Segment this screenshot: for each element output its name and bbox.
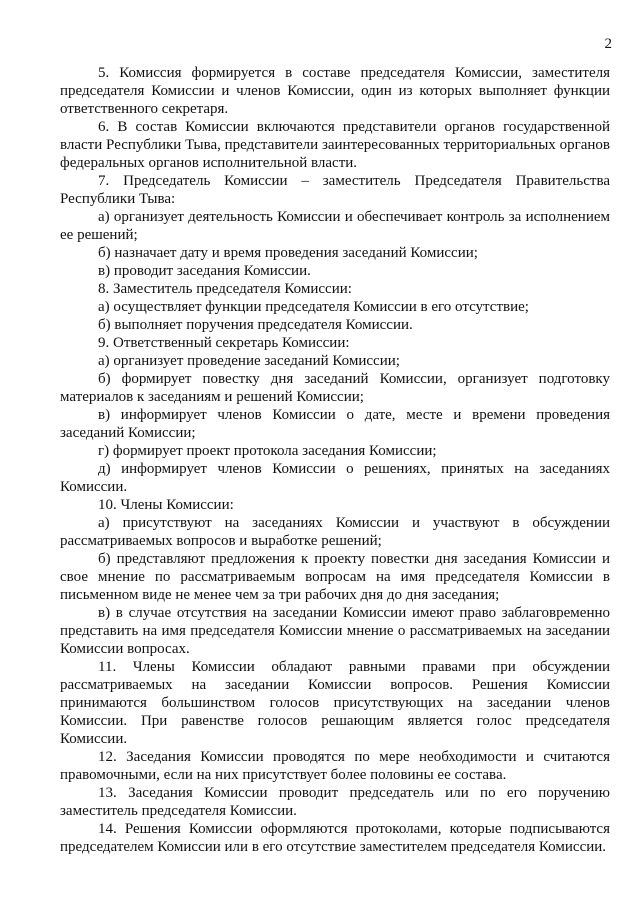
paragraph-10a: а) присутствуют на заседаниях Комиссии и участвуют в обсуждении рассматриваемых вопросов и выработке решений;: [60, 515, 610, 549]
paragraph-14: 14. Решения Комиссии оформляются протоколами, которые подписываются председателем Комиссии или в его отсутствие заместителем председателя Комиссии.: [60, 821, 610, 855]
paragraph-12: 12. Заседания Комиссии проводятся по мере необходимости и считаются правомочными, если на них присутствует более половины ее состава.: [60, 749, 610, 783]
paragraph-10v: в) в случае отсутствия на заседании Комиссии имеют право заблаговременно представить на имя председателя Комиссии мнение о рассматриваемых на заседании Комиссии вопросах.: [60, 605, 610, 657]
paragraph-6: 6. В состав Комиссии включаются представители органов государственной власти Республики Тыва, представители заинтересованных территориальных органов федеральных органов исполнительной власти.: [60, 119, 610, 171]
paragraph-8b: б) выполняет поручения председателя Комиссии.: [98, 317, 413, 333]
document-body: [60, 64, 610, 856]
paragraph-7b: б) назначает дату и время проведения заседаний Комиссии;: [98, 245, 478, 261]
paragraph-9b: б) формирует повестку дня заседаний Комиссии, организует подготовку материалов к заседаниям и решений Комиссии;: [60, 371, 610, 405]
paragraph-7v: в) проводит заседания Комиссии.: [98, 263, 311, 279]
page-number: 2: [604, 36, 612, 52]
paragraph-9a: а) организует проведение заседаний Комиссии;: [98, 353, 400, 369]
paragraph-10: 10. Члены Комиссии:: [98, 497, 234, 513]
paragraph-7: 7. Председатель Комиссии – заместитель Председателя Правительства Республики Тыва:: [60, 173, 610, 207]
paragraph-8a: а) осуществляет функции председателя Комиссии в его отсутствие;: [98, 299, 529, 315]
paragraph-7a: а) организует деятельность Комиссии и обеспечивает контроль за исполнением ее решений;: [60, 209, 610, 243]
paragraph-9d: д) информирует членов Комиссии о решениях, принятых на заседаниях Комиссии.: [60, 461, 610, 495]
paragraph-9: 9. Ответственный секретарь Комиссии:: [98, 335, 350, 351]
paragraph-11: 11. Члены Комиссии обладают равными правами при обсуждении рассматриваемых на заседании Комиссии вопросов. Решения Комиссии принимаются большинством голосов присутствующих на заседании членов Комиссии. При равенстве голосов решающим является голос председателя Комиссии.: [60, 659, 610, 747]
paragraph-9g: г) формирует проект протокола заседания Комиссии;: [98, 443, 437, 459]
paragraph-8: 8. Заместитель председателя Комиссии:: [98, 281, 352, 297]
paragraph-5: 5. Комиссия формируется в составе председателя Комиссии, заместителя председателя Комиссии и членов Комиссии, один из которых выполняет функции ответственного секретаря.: [60, 65, 610, 117]
paragraph-9v: в) информирует членов Комиссии о дате, месте и времени проведения заседаний Комиссии;: [60, 407, 610, 441]
paragraph-10b: б) представляют предложения к проекту повестки дня заседания Комиссии и свое мнение по рассматриваемым вопросам на имя председателя Комиссии в письменном виде не менее чем за три рабочих дня до дня заседания;: [60, 551, 610, 603]
paragraph-13: 13. Заседания Комиссии проводит председатель или по его поручению заместитель председателя Комиссии.: [60, 785, 610, 819]
